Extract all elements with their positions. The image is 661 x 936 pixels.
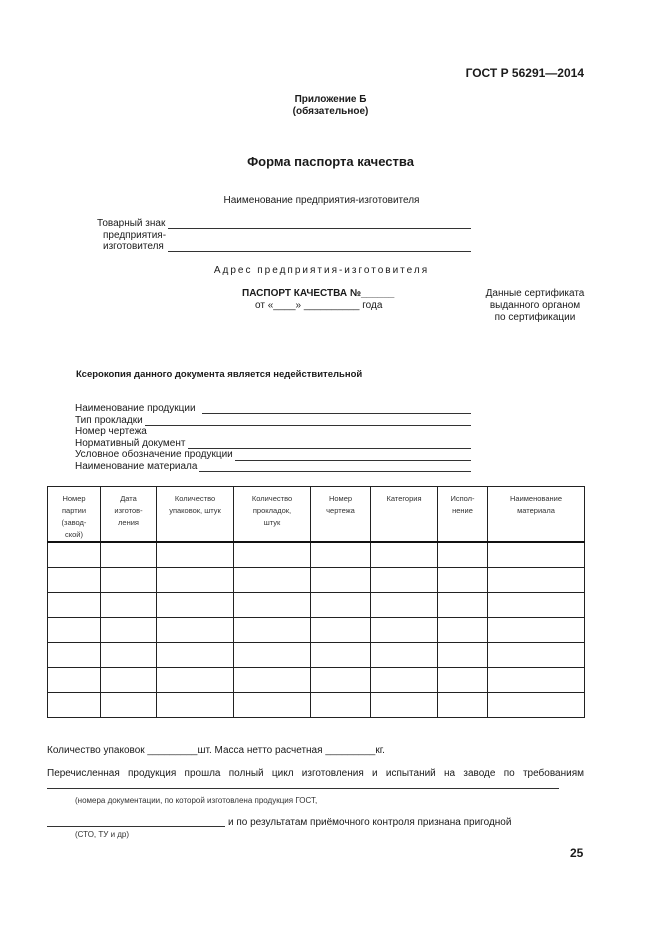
table-cell (438, 693, 488, 718)
table-cell (157, 542, 234, 568)
col-manufacture-date (101, 487, 157, 543)
table-cell (311, 593, 371, 618)
col-header-line: Количество (251, 494, 293, 503)
table-row (48, 542, 585, 568)
table-row (48, 593, 585, 618)
table-cell (157, 693, 234, 718)
trademark-label-2: предприятия- (103, 230, 167, 241)
table-cell (157, 668, 234, 693)
table-cell (311, 568, 371, 593)
table-cell (48, 568, 101, 593)
table-cell (311, 618, 371, 643)
sto-note: (СТО, ТУ и др) (75, 830, 130, 839)
col-version (438, 487, 488, 543)
col-header-line: партии (61, 506, 87, 515)
field-product-designation: Условное обозначение продукции (75, 449, 233, 461)
table-cell (157, 593, 234, 618)
field-line-gasket-type (145, 425, 471, 426)
table-row (48, 668, 585, 693)
table-row (48, 618, 585, 643)
table-cell (234, 618, 311, 643)
table-cell (234, 643, 311, 668)
certificate-line-2: выданного органом (489, 300, 581, 311)
trademark-label-3: изготовителя (103, 241, 164, 252)
table-cell (371, 568, 438, 593)
col-header-line: Категория (386, 494, 422, 503)
field-line-normative-document (188, 448, 471, 449)
copy-warning: Ксерокопия данного документа является недействительной (76, 369, 363, 380)
sto-line (47, 826, 225, 827)
field-line-product-name (202, 413, 471, 414)
col-header-line: изготов- (114, 506, 143, 515)
manufacturer-name-label: Наименование предприятия-изготовителя (223, 195, 420, 206)
table-cell (371, 643, 438, 668)
table-cell (157, 568, 234, 593)
col-header-line: Дата (120, 494, 137, 503)
table-cell (101, 618, 157, 643)
table-cell (234, 693, 311, 718)
table-cell (101, 643, 157, 668)
table-cell (438, 542, 488, 568)
table-cell (488, 568, 585, 593)
col-header-line: упаковок, штук (169, 506, 221, 515)
cycle-line: Перечисленная продукция прошла полный цикл изготовления и испытаний на заводе по требованиям (47, 768, 584, 779)
standard-number: ГОСТ Р 56291—2014 (465, 66, 584, 80)
table-cell (488, 643, 585, 668)
table-row (48, 643, 585, 668)
table-cell (371, 618, 438, 643)
table-cell (488, 542, 585, 568)
table-cell (438, 643, 488, 668)
table-cell (48, 668, 101, 693)
table-cell (234, 568, 311, 593)
table-cell (101, 593, 157, 618)
quality-table (47, 486, 585, 718)
table-cell (311, 668, 371, 693)
table-cell (488, 668, 585, 693)
table-cell (488, 618, 585, 643)
col-batch-number (48, 487, 101, 543)
field-material-name: Наименование материала (75, 460, 198, 472)
table-cell (438, 593, 488, 618)
table-cell (48, 618, 101, 643)
table-cell (488, 593, 585, 618)
table-cell (488, 693, 585, 718)
col-package-count (157, 487, 234, 543)
table-cell (311, 542, 371, 568)
col-header-line: Номер (328, 494, 353, 503)
table-cell (48, 593, 101, 618)
table-cell (438, 568, 488, 593)
col-header-line: чертежа (326, 506, 355, 515)
trademark-line (168, 228, 471, 229)
table-cell (48, 693, 101, 718)
certificate-line-3: по сертификации (494, 312, 576, 323)
certificate-line-1: Данные сертификата (485, 288, 585, 299)
field-line-material-name (199, 471, 471, 472)
table-cell (234, 542, 311, 568)
col-header-line: штук (263, 518, 281, 527)
doc-note: (номера документации, по которой изготовлена продукция ГОСТ, (75, 796, 318, 805)
field-gasket-type: Тип прокладки (75, 414, 143, 426)
col-header-line: Количество (174, 494, 216, 503)
manufacturer-address: Адрес предприятия-изготовителя (213, 265, 430, 276)
table-cell (157, 618, 234, 643)
certificate-data (472, 288, 598, 324)
passport-date: от «____» __________ года (255, 300, 383, 311)
form-title: Форма паспорта качества (247, 154, 414, 169)
col-drawing-number (311, 487, 371, 543)
table-cell (371, 593, 438, 618)
table-cell (48, 643, 101, 668)
trademark-label: Товарный знак (97, 218, 166, 229)
passport-title: ПАСПОРТ КАЧЕСТВА №______ (242, 288, 395, 299)
table-row (48, 693, 585, 718)
table-cell (157, 643, 234, 668)
table-cell (101, 568, 157, 593)
table-cell (371, 693, 438, 718)
col-gasket-count (234, 487, 311, 543)
table-cell (311, 693, 371, 718)
page-number: 25 (570, 846, 584, 860)
field-line-product-designation (235, 460, 471, 461)
col-header-line: нение (452, 506, 473, 515)
appendix-title: Приложение Б (294, 94, 367, 105)
acceptance-text: и по результатам приёмочного контроля признана пригодной (228, 817, 512, 828)
col-header-line: (завод- (61, 518, 87, 527)
table-row (48, 568, 585, 593)
col-material-name (488, 487, 585, 543)
col-header-line: ской) (65, 530, 83, 539)
field-normative-document: Нормативный документ (75, 437, 186, 449)
field-drawing-number: Номер чертежа (75, 426, 147, 438)
table-cell (371, 668, 438, 693)
col-category (371, 487, 438, 543)
table-cell (311, 643, 371, 668)
table-cell (48, 542, 101, 568)
col-header-line: Наименование (510, 494, 562, 503)
table-cell (371, 542, 438, 568)
table-cell (438, 668, 488, 693)
table-cell (101, 542, 157, 568)
col-header-line: Номер (62, 494, 86, 503)
table-cell (101, 693, 157, 718)
col-header-line: Испол- (450, 494, 475, 503)
field-product-name: Наименование продукции (75, 403, 196, 414)
table-cell (234, 668, 311, 693)
col-header-line: прокладок, (252, 506, 292, 515)
trademark-line-2 (168, 251, 471, 252)
appendix-note: (обязательное) (292, 106, 369, 117)
table-cell (101, 668, 157, 693)
col-header-line: материала (517, 506, 555, 515)
quantity-line: Количество упаковок _________шт. Масса нетто расчетная _________кг. (47, 745, 385, 756)
doc-line (47, 788, 559, 789)
table-header-row (48, 487, 585, 543)
table-cell (438, 618, 488, 643)
col-header-line: ления (118, 518, 139, 527)
table-cell (234, 593, 311, 618)
